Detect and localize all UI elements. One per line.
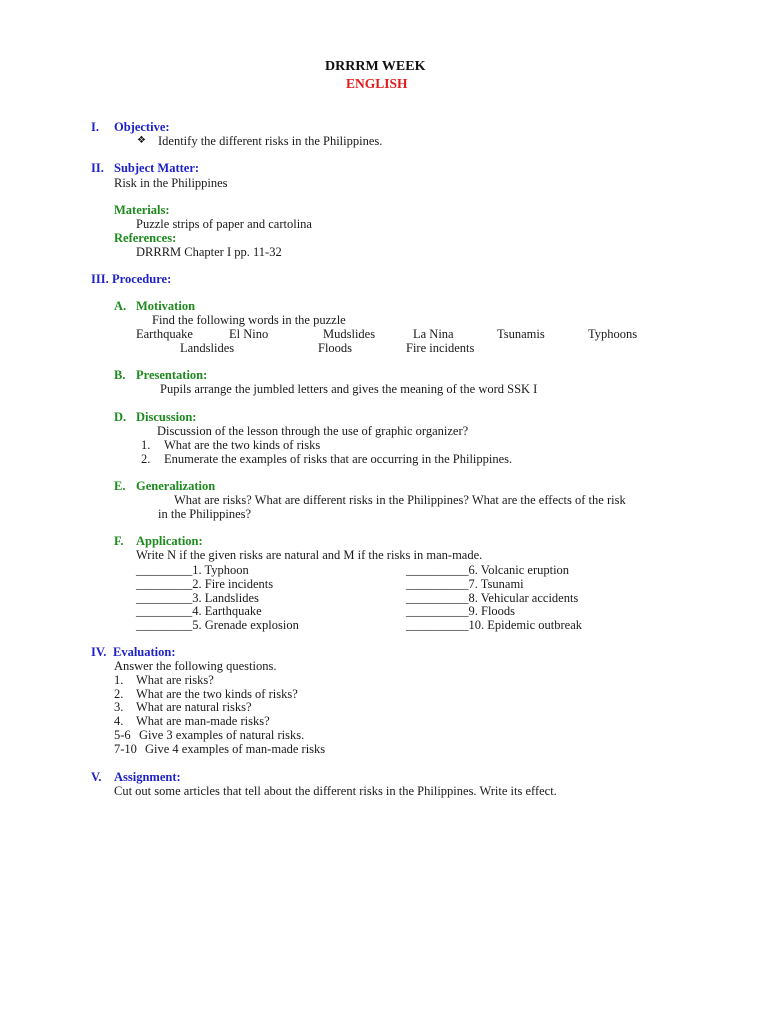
assignment-heading: Assignment: xyxy=(114,770,181,784)
puzzle-word: Fire incidents xyxy=(406,341,475,355)
objective-numeral: I. xyxy=(91,120,99,134)
list-item-number: 2. xyxy=(141,452,151,466)
diamond-bullet-icon: ❖ xyxy=(137,135,146,146)
discussion-letter: D. xyxy=(114,410,127,424)
puzzle-word: Floods xyxy=(318,341,353,355)
subject-title: ENGLISH xyxy=(346,76,408,91)
presentation-letter: B. xyxy=(114,368,126,382)
generalization-letter: E. xyxy=(114,479,126,493)
subject-matter-heading: Subject Matter: xyxy=(114,161,200,175)
evaluation-text: Answer the following questions. xyxy=(114,659,277,673)
presentation-text: Pupils arrange the jumbled letters and gives the meaning of the word SSK I xyxy=(160,382,538,396)
application-item: _________5. Grenade explosion xyxy=(136,618,299,632)
generalization-text-line1: What are risks? What are different risks in the Philippines? What are the effects of the risk xyxy=(174,493,626,507)
document-title: DRRRM WEEK xyxy=(325,59,426,74)
list-item: What are the two kinds of risks xyxy=(164,438,321,452)
application-item: __________9. Floods xyxy=(406,604,516,618)
motivation-heading: Motivation xyxy=(136,299,196,313)
application-item: _________3. Landslides xyxy=(136,591,259,605)
application-item: _________4. Earthquake xyxy=(136,604,262,618)
puzzle-word: Mudslides xyxy=(323,327,376,341)
evaluation-numeral: IV. xyxy=(91,645,107,659)
objective-text: Identify the different risks in the Philippines. xyxy=(158,134,383,148)
assignment-numeral: V. xyxy=(91,770,102,784)
list-item-number: 7-10 xyxy=(114,742,137,756)
puzzle-word: Typhoons xyxy=(588,327,638,341)
puzzle-word: Earthquake xyxy=(136,327,193,341)
list-item: What are risks? xyxy=(136,673,214,687)
subject-matter-text: Risk in the Philippines xyxy=(114,176,228,190)
list-item-number: 1. xyxy=(141,438,151,452)
procedure-numeral: III. xyxy=(91,272,109,286)
application-item: _________2. Fire incidents xyxy=(136,577,274,591)
list-item-number: 3. xyxy=(114,700,124,714)
list-item-number: 1. xyxy=(114,673,124,687)
subject-matter-numeral: II. xyxy=(91,161,104,175)
list-item-number: 5-6 xyxy=(114,728,131,742)
motivation-text: Find the following words in the puzzle xyxy=(152,313,346,327)
application-item: __________8. Vehicular accidents xyxy=(406,591,579,605)
materials-heading: Materials: xyxy=(114,203,170,217)
references-text: DRRRM Chapter I pp. 11-32 xyxy=(136,245,282,259)
puzzle-word: La Nina xyxy=(413,327,454,341)
puzzle-word: Landslides xyxy=(180,341,235,355)
application-text: Write N if the given risks are natural and M if the risks in man-made. xyxy=(136,548,483,562)
motivation-letter: A. xyxy=(114,299,127,313)
application-item: __________7. Tsunami xyxy=(406,577,524,591)
list-item: Enumerate the examples of risks that are occurring in the Philippines. xyxy=(164,452,513,466)
application-item: __________10. Epidemic outbreak xyxy=(406,618,583,632)
list-item: Give 3 examples of natural risks. xyxy=(139,728,305,742)
list-item-number: 4. xyxy=(114,714,124,728)
presentation-heading: Presentation: xyxy=(136,368,208,382)
discussion-text: Discussion of the lesson through the use of graphic organizer? xyxy=(157,424,469,438)
materials-text: Puzzle strips of paper and cartolina xyxy=(136,217,312,231)
application-item: __________6. Volcanic eruption xyxy=(406,563,570,577)
list-item: What are the two kinds of risks? xyxy=(136,687,298,701)
references-heading: References: xyxy=(114,231,177,245)
discussion-heading: Discussion: xyxy=(136,410,197,424)
puzzle-word: El Nino xyxy=(229,327,269,341)
application-item: _________1. Typhoon xyxy=(136,563,249,577)
generalization-heading: Generalization xyxy=(136,479,216,493)
list-item: What are man-made risks? xyxy=(136,714,270,728)
puzzle-word: Tsunamis xyxy=(497,327,545,341)
application-letter: F. xyxy=(114,534,124,548)
assignment-text: Cut out some articles that tell about the different risks in the Philippines. Write its effect. xyxy=(114,784,557,798)
generalization-text-line2: in the Philippines? xyxy=(158,507,252,521)
procedure-heading: Procedure: xyxy=(112,272,172,286)
evaluation-heading: Evaluation: xyxy=(113,645,176,659)
list-item-number: 2. xyxy=(114,687,124,701)
list-item: Give 4 examples of man-made risks xyxy=(145,742,326,756)
list-item: What are natural risks? xyxy=(136,700,252,714)
application-heading: Application: xyxy=(136,534,203,548)
objective-heading: Objective: xyxy=(114,120,170,134)
